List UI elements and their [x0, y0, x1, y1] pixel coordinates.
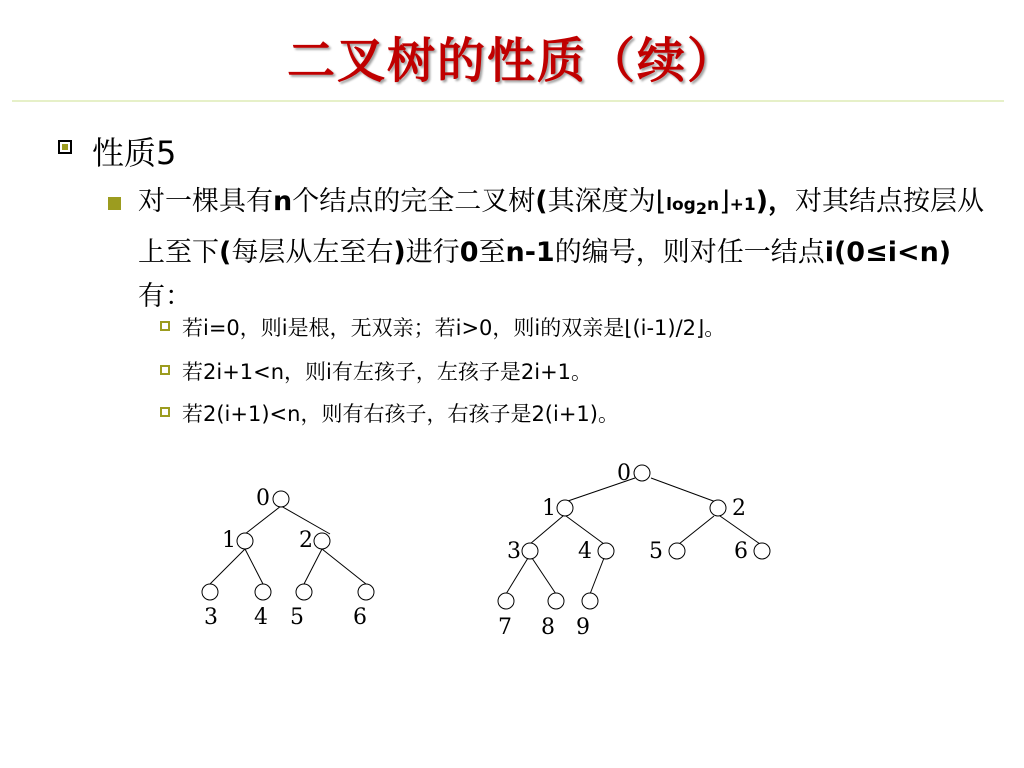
floor-open: ⌊	[655, 186, 667, 217]
node-label: 1	[222, 528, 236, 553]
node-label: 7	[498, 615, 512, 640]
tree-edge	[651, 478, 716, 502]
tree-node	[498, 593, 514, 609]
node-label: 6	[353, 605, 367, 630]
node-label: 0	[617, 461, 631, 486]
tree-node	[237, 533, 253, 549]
tree-node	[522, 543, 538, 559]
tree-node	[255, 584, 271, 600]
tree-node	[273, 491, 289, 507]
node-label: 4	[254, 605, 268, 630]
tree-node	[634, 465, 650, 481]
tree-node	[669, 543, 685, 559]
tree-edge	[245, 549, 263, 584]
tree-edge	[679, 516, 714, 544]
property-heading: 性质5	[92, 134, 177, 172]
node-label: 5	[290, 605, 304, 630]
tree-node	[296, 584, 312, 600]
node-label: 4	[578, 539, 592, 564]
tree-small	[202, 486, 374, 630]
node-label: 5	[649, 539, 663, 564]
node-label: 1	[542, 496, 556, 521]
tree-node	[358, 584, 374, 600]
tree-node	[548, 593, 564, 609]
slide-title: 二叉树的性质（续）	[286, 33, 737, 89]
rule-item: 若2(i+1)<n，则有右孩子，右孩子是2(i+1)。	[182, 402, 619, 426]
tree-node	[754, 543, 770, 559]
tree-edge	[532, 558, 556, 594]
tree-node	[202, 584, 218, 600]
node-label: 2	[299, 528, 313, 553]
tree-node	[710, 500, 726, 516]
rule-item: 若i=0，则i是根，无双亲；若i>0，则i的双亲是⌊(i-1)/2⌋。	[182, 316, 726, 340]
tree-edge	[210, 549, 245, 584]
tree-edge	[590, 558, 604, 594]
node-label: 3	[507, 539, 521, 564]
tree-node	[557, 500, 573, 516]
node-label: 8	[541, 615, 555, 640]
node-label: 2	[732, 496, 746, 521]
tree-node	[314, 533, 330, 549]
floor-close: ⌋	[719, 186, 730, 217]
tree-node	[598, 543, 614, 559]
node-label: 3	[204, 605, 218, 630]
tree-large	[498, 461, 770, 640]
node-label: 6	[734, 539, 748, 564]
tree-node	[582, 593, 598, 609]
tree-edge	[322, 549, 366, 584]
tree-edge	[304, 549, 322, 584]
rule-item: 若2i+1<n，则i有左孩子，左孩子是2i+1。	[182, 360, 593, 384]
node-label: 9	[576, 615, 590, 640]
node-label: 0	[256, 486, 270, 511]
property-statement: 对一棵具有n个结点的完全二叉树(其深度为$⌊\log_2n⌋+1$)，对其结点按层从上至下(每层从左至右)进行0至n-1的编号，则对任一结点i(0≤i<n)有：	[138, 186, 985, 312]
